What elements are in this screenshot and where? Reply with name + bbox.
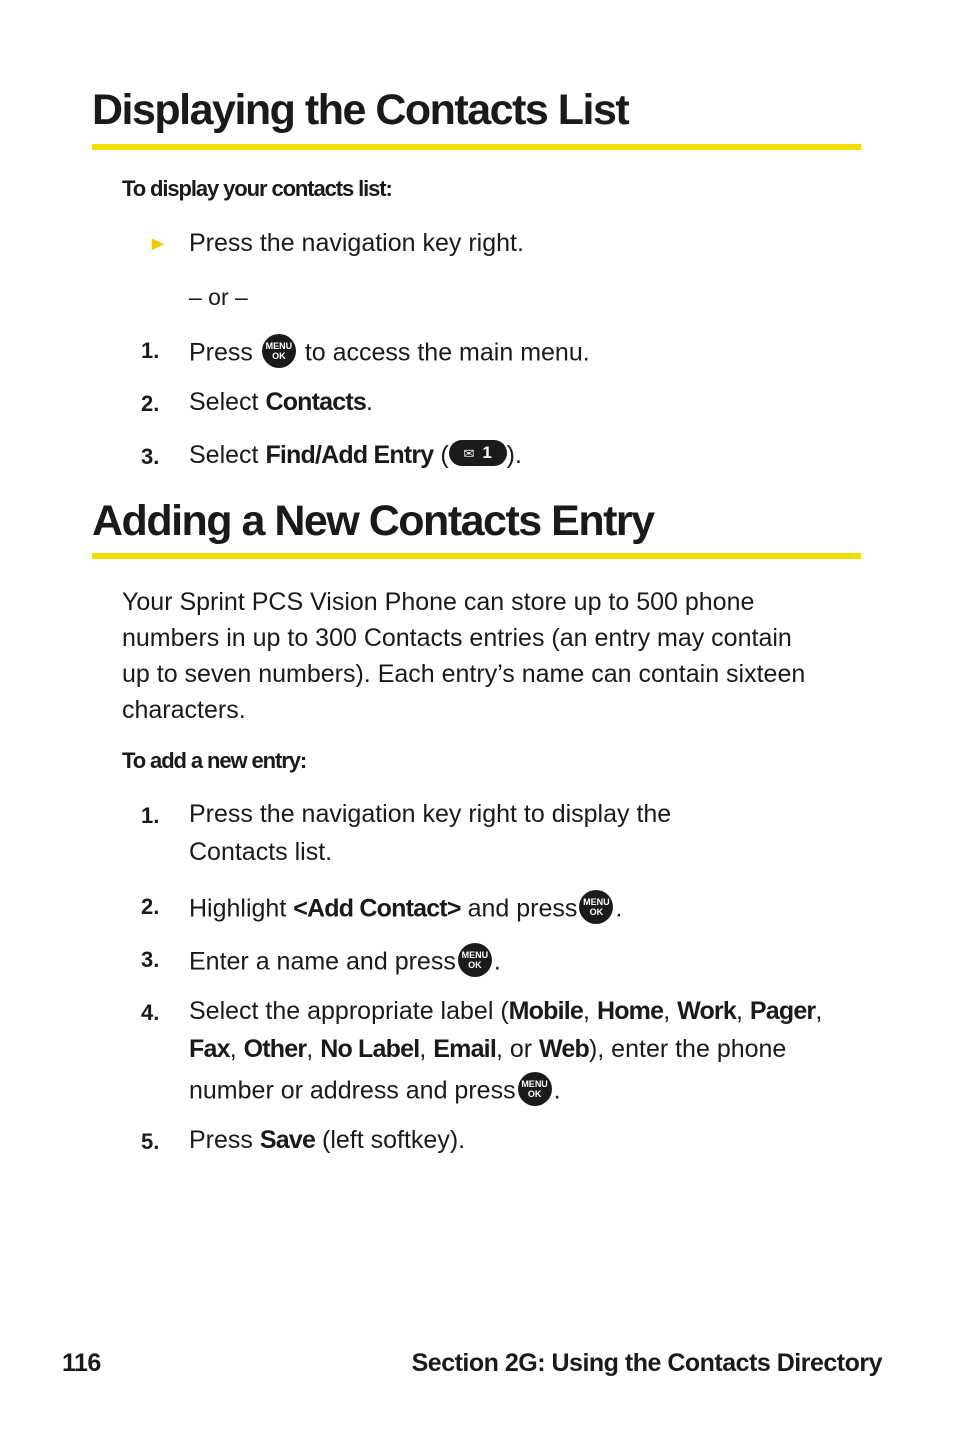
menu-ok-key-icon: MENU OK xyxy=(579,890,613,924)
section-footer: Section 2G: Using the Contacts Directory xyxy=(411,1349,882,1377)
page-number: 116 xyxy=(62,1349,101,1377)
step-number: 2. xyxy=(141,894,160,919)
add-step-4-line-3: number or address and press MENU OK . xyxy=(189,1075,561,1109)
envelope-icon: ✉ xyxy=(463,446,475,462)
triangle-bullet-icon: ► xyxy=(148,233,168,255)
step-1-text: Press MENU OK to access the main menu. xyxy=(189,337,590,371)
step-number: 2. xyxy=(141,391,160,416)
subhead-display-contacts: To display your contacts list: xyxy=(122,176,392,201)
add-step-1-line-2: Contacts list. xyxy=(189,838,333,866)
or-separator: – or – xyxy=(189,284,248,310)
menu-ok-key-icon: MENU OK xyxy=(518,1072,552,1106)
step-number: 1. xyxy=(141,803,160,828)
step-number: 3. xyxy=(141,947,160,972)
step-2-text: Select Contacts. xyxy=(189,388,373,416)
intro-paragraph: Your Sprint PCS Vision Phone can store up to 500 phone numbers in up to 300 Contacts entries (an entry may contain up to seven numbers). Each entry’s name can contain sixteen characters. xyxy=(122,588,806,724)
menu-ok-key-icon: MENU OK xyxy=(262,334,296,368)
section-title-adding: Adding a New Contacts Entry xyxy=(92,497,654,545)
add-step-5-text: Press Save (left softkey). xyxy=(189,1126,466,1154)
add-step-3-text: Enter a name and press MENU OK . xyxy=(189,946,501,980)
save-label: Save xyxy=(259,1126,316,1154)
step-number: 5. xyxy=(141,1129,160,1154)
add-step-1-line-1: Press the navigation key right to display the xyxy=(189,800,672,828)
add-step-2-text: Highlight <Add Contact> and press MENU OK . xyxy=(189,893,622,927)
bullet-text: Press the navigation key right. xyxy=(189,229,524,257)
step-number: 4. xyxy=(141,1000,160,1025)
menu-ok-key-icon: MENU OK xyxy=(458,943,492,977)
step-number: 1. xyxy=(141,338,160,363)
section-rule xyxy=(92,553,861,559)
add-step-4-line-2: Fax, Other, No Label, Email, or Web), enter the phone xyxy=(189,1035,787,1063)
section-rule xyxy=(92,144,861,150)
add-step-4-line-1: Select the appropriate label (Mobile, Home, Work, Pager, xyxy=(189,997,823,1025)
contacts-label: Contacts xyxy=(265,388,366,416)
step-number: 3. xyxy=(141,444,160,469)
subhead-add-entry: To add a new entry: xyxy=(122,748,307,773)
key-1-icon: ✉ 1 xyxy=(449,440,507,466)
section-title-displaying: Displaying the Contacts List xyxy=(92,86,629,134)
step-3-text: Select Find/Add Entry ( ✉ 1 ). xyxy=(189,441,522,469)
find-add-entry-label: Find/Add Entry xyxy=(265,441,434,469)
add-contact-label: <Add Contact> xyxy=(293,894,461,923)
